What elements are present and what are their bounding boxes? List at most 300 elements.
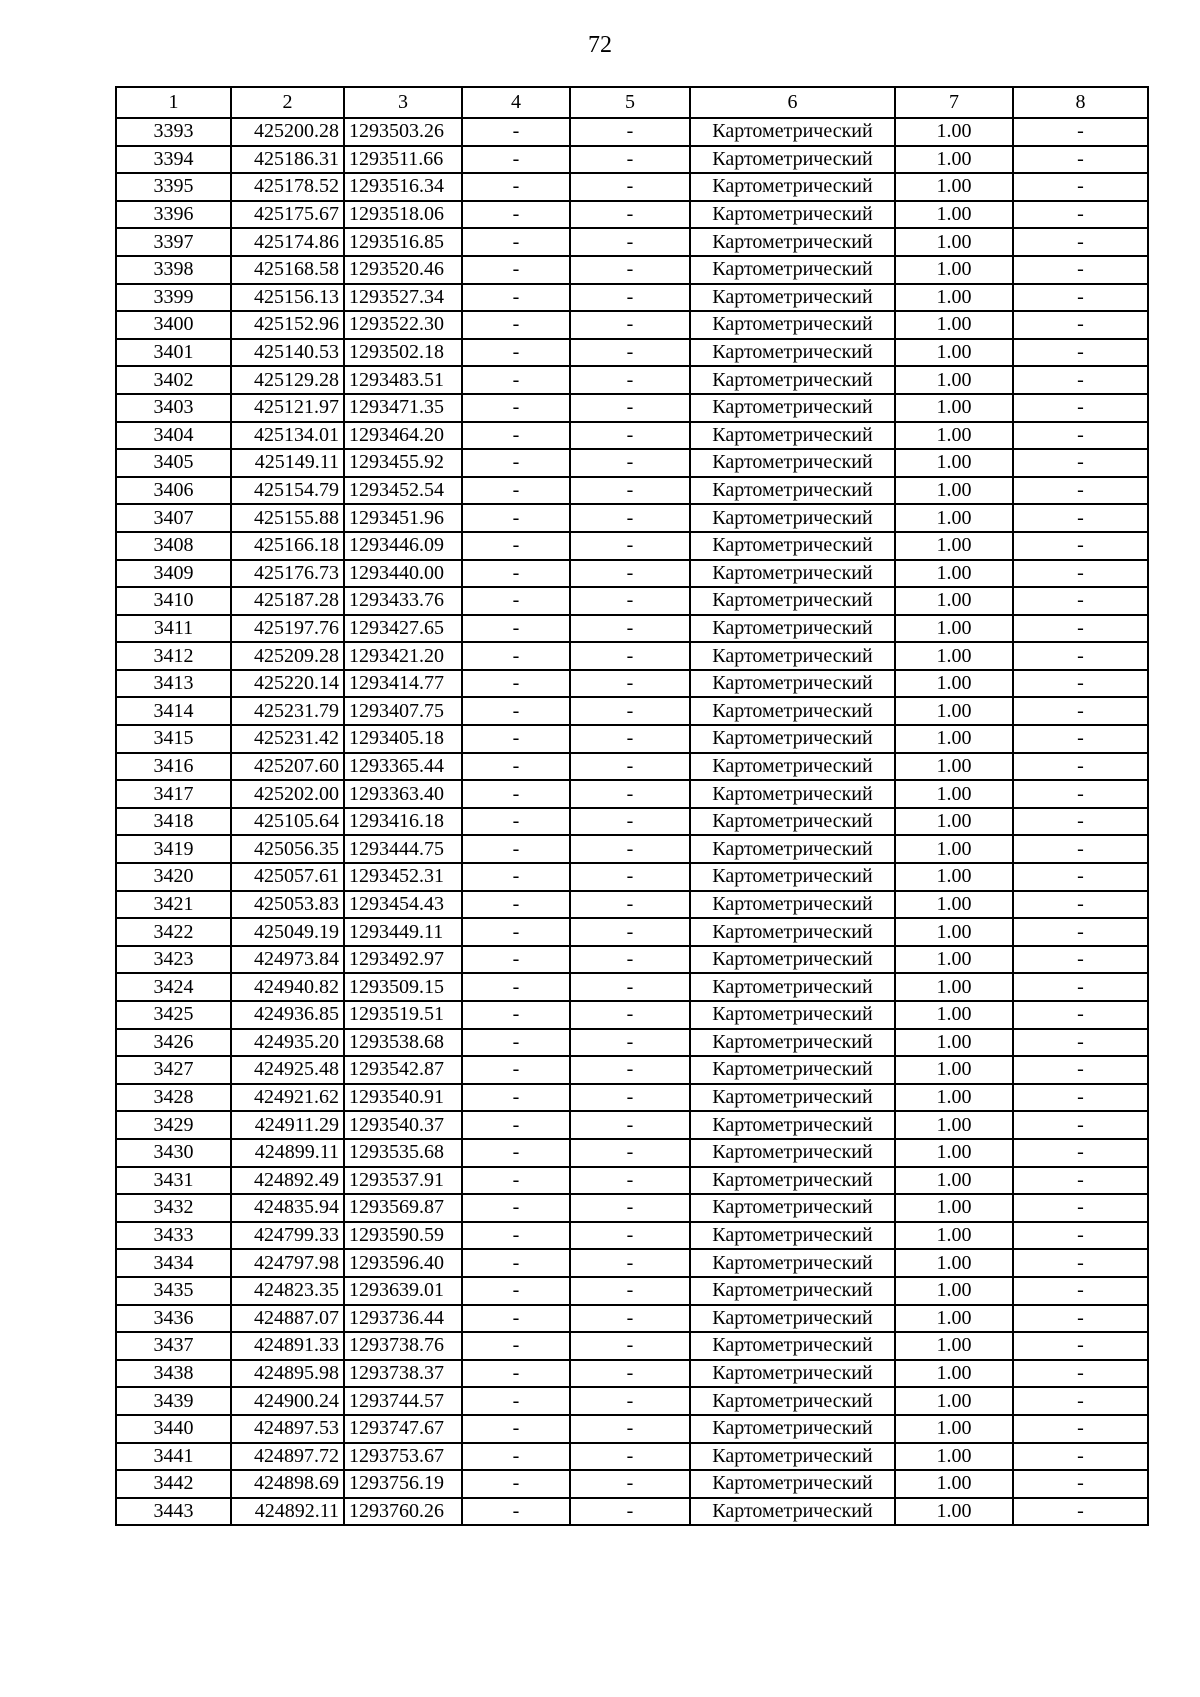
column-8-cell: - bbox=[1013, 808, 1148, 836]
table-row bbox=[116, 725, 1148, 753]
x-coordinate-cell: 425209.28 bbox=[231, 642, 344, 670]
coordinates-table bbox=[115, 86, 1149, 1526]
point-number-cell: 3436 bbox=[116, 1305, 231, 1333]
table-row bbox=[116, 780, 1148, 808]
column-4-cell: - bbox=[462, 615, 570, 643]
y-coordinate-cell: 1293452.31 bbox=[344, 863, 462, 891]
table-row bbox=[116, 477, 1148, 505]
column-5-cell: - bbox=[570, 560, 690, 588]
y-coordinate-cell: 1293569.87 bbox=[344, 1194, 462, 1222]
point-number-cell: 3426 bbox=[116, 1029, 231, 1057]
column-8-cell: - bbox=[1013, 1470, 1148, 1498]
table-row bbox=[116, 146, 1148, 174]
column-4-cell: - bbox=[462, 339, 570, 367]
accuracy-cell: 1.00 bbox=[895, 339, 1013, 367]
method-cell: Картометрический bbox=[690, 753, 895, 781]
method-cell: Картометрический bbox=[690, 422, 895, 450]
y-coordinate-cell: 1293433.76 bbox=[344, 587, 462, 615]
column-8-cell: - bbox=[1013, 1305, 1148, 1333]
x-coordinate-cell: 424925.48 bbox=[231, 1056, 344, 1084]
method-cell: Картометрический bbox=[690, 560, 895, 588]
method-cell: Картометрический bbox=[690, 1194, 895, 1222]
y-coordinate-cell: 1293518.06 bbox=[344, 201, 462, 229]
column-8-cell: - bbox=[1013, 1084, 1148, 1112]
table-row bbox=[116, 201, 1148, 229]
x-coordinate-cell: 425231.79 bbox=[231, 697, 344, 725]
column-4-cell: - bbox=[462, 560, 570, 588]
y-coordinate-cell: 1293540.91 bbox=[344, 1084, 462, 1112]
method-cell: Картометрический bbox=[690, 615, 895, 643]
column-5-cell: - bbox=[570, 725, 690, 753]
method-cell: Картометрический bbox=[690, 1332, 895, 1360]
column-4-cell: - bbox=[462, 973, 570, 1001]
x-coordinate-cell: 425200.28 bbox=[231, 118, 344, 146]
table-row bbox=[116, 1249, 1148, 1277]
y-coordinate-cell: 1293471.35 bbox=[344, 394, 462, 422]
point-number-cell: 3414 bbox=[116, 697, 231, 725]
table-body bbox=[116, 118, 1148, 1525]
column-5-cell: - bbox=[570, 311, 690, 339]
column-4-cell: - bbox=[462, 1443, 570, 1471]
y-coordinate-cell: 1293744.57 bbox=[344, 1387, 462, 1415]
accuracy-cell: 1.00 bbox=[895, 1194, 1013, 1222]
column-8-cell: - bbox=[1013, 339, 1148, 367]
column-8-cell: - bbox=[1013, 1029, 1148, 1057]
column-5-cell: - bbox=[570, 1443, 690, 1471]
accuracy-cell: 1.00 bbox=[895, 1084, 1013, 1112]
column-4-cell: - bbox=[462, 1167, 570, 1195]
y-coordinate-cell: 1293519.51 bbox=[344, 1001, 462, 1029]
table-row bbox=[116, 1305, 1148, 1333]
column-4-cell: - bbox=[462, 394, 570, 422]
column-8-cell: - bbox=[1013, 697, 1148, 725]
column-4-cell: - bbox=[462, 1194, 570, 1222]
column-4-cell: - bbox=[462, 1111, 570, 1139]
column-8-cell: - bbox=[1013, 422, 1148, 450]
y-coordinate-cell: 1293537.91 bbox=[344, 1167, 462, 1195]
column-5-cell: - bbox=[570, 587, 690, 615]
y-coordinate-cell: 1293446.09 bbox=[344, 532, 462, 560]
accuracy-cell: 1.00 bbox=[895, 228, 1013, 256]
method-cell: Картометрический bbox=[690, 1029, 895, 1057]
column-4-cell: - bbox=[462, 780, 570, 808]
accuracy-cell: 1.00 bbox=[895, 477, 1013, 505]
x-coordinate-cell: 425168.58 bbox=[231, 256, 344, 284]
accuracy-cell: 1.00 bbox=[895, 1056, 1013, 1084]
column-4-cell: - bbox=[462, 256, 570, 284]
x-coordinate-cell: 425175.67 bbox=[231, 201, 344, 229]
accuracy-cell: 1.00 bbox=[895, 1498, 1013, 1526]
column-8-cell: - bbox=[1013, 780, 1148, 808]
accuracy-cell: 1.00 bbox=[895, 973, 1013, 1001]
column-4-cell: - bbox=[462, 725, 570, 753]
column-4-cell: - bbox=[462, 366, 570, 394]
point-number-cell: 3425 bbox=[116, 1001, 231, 1029]
accuracy-cell: 1.00 bbox=[895, 118, 1013, 146]
method-cell: Картометрический bbox=[690, 1084, 895, 1112]
table-row bbox=[116, 1001, 1148, 1029]
column-5-cell: - bbox=[570, 918, 690, 946]
table-row bbox=[116, 394, 1148, 422]
column-8-cell: - bbox=[1013, 1498, 1148, 1526]
column-8-cell: - bbox=[1013, 1222, 1148, 1250]
column-4-cell: - bbox=[462, 1498, 570, 1526]
x-coordinate-cell: 424897.72 bbox=[231, 1443, 344, 1471]
table-row bbox=[116, 504, 1148, 532]
column-5-cell: - bbox=[570, 863, 690, 891]
column-5-cell: - bbox=[570, 1167, 690, 1195]
y-coordinate-cell: 1293540.37 bbox=[344, 1111, 462, 1139]
table-row bbox=[116, 118, 1148, 146]
method-cell: Картометрический bbox=[690, 863, 895, 891]
accuracy-cell: 1.00 bbox=[895, 1443, 1013, 1471]
column-8-cell: - bbox=[1013, 1249, 1148, 1277]
accuracy-cell: 1.00 bbox=[895, 1029, 1013, 1057]
table-row bbox=[116, 1084, 1148, 1112]
column-8-cell: - bbox=[1013, 201, 1148, 229]
x-coordinate-cell: 425178.52 bbox=[231, 173, 344, 201]
column-header: 7 bbox=[895, 87, 1013, 118]
column-5-cell: - bbox=[570, 1139, 690, 1167]
point-number-cell: 3437 bbox=[116, 1332, 231, 1360]
method-cell: Картометрический bbox=[690, 725, 895, 753]
table-row bbox=[116, 697, 1148, 725]
column-5-cell: - bbox=[570, 146, 690, 174]
point-number-cell: 3433 bbox=[116, 1222, 231, 1250]
point-number-cell: 3396 bbox=[116, 201, 231, 229]
column-5-cell: - bbox=[570, 1470, 690, 1498]
method-cell: Картометрический bbox=[690, 918, 895, 946]
column-4-cell: - bbox=[462, 1056, 570, 1084]
method-cell: Картометрический bbox=[690, 201, 895, 229]
point-number-cell: 3393 bbox=[116, 118, 231, 146]
table-row bbox=[116, 1056, 1148, 1084]
x-coordinate-cell: 425129.28 bbox=[231, 366, 344, 394]
y-coordinate-cell: 1293452.54 bbox=[344, 477, 462, 505]
column-4-cell: - bbox=[462, 1305, 570, 1333]
accuracy-cell: 1.00 bbox=[895, 366, 1013, 394]
point-number-cell: 3428 bbox=[116, 1084, 231, 1112]
point-number-cell: 3443 bbox=[116, 1498, 231, 1526]
x-coordinate-cell: 424895.98 bbox=[231, 1360, 344, 1388]
x-coordinate-cell: 425155.88 bbox=[231, 504, 344, 532]
accuracy-cell: 1.00 bbox=[895, 449, 1013, 477]
column-5-cell: - bbox=[570, 1222, 690, 1250]
x-coordinate-cell: 425049.19 bbox=[231, 918, 344, 946]
column-4-cell: - bbox=[462, 504, 570, 532]
table-row bbox=[116, 228, 1148, 256]
accuracy-cell: 1.00 bbox=[895, 201, 1013, 229]
column-5-cell: - bbox=[570, 201, 690, 229]
accuracy-cell: 1.00 bbox=[895, 1470, 1013, 1498]
accuracy-cell: 1.00 bbox=[895, 1111, 1013, 1139]
column-5-cell: - bbox=[570, 753, 690, 781]
x-coordinate-cell: 425154.79 bbox=[231, 477, 344, 505]
point-number-cell: 3440 bbox=[116, 1415, 231, 1443]
table-row bbox=[116, 1387, 1148, 1415]
table-row bbox=[116, 1332, 1148, 1360]
x-coordinate-cell: 424936.85 bbox=[231, 1001, 344, 1029]
point-number-cell: 3424 bbox=[116, 973, 231, 1001]
accuracy-cell: 1.00 bbox=[895, 311, 1013, 339]
column-8-cell: - bbox=[1013, 918, 1148, 946]
column-4-cell: - bbox=[462, 1470, 570, 1498]
column-4-cell: - bbox=[462, 532, 570, 560]
point-number-cell: 3415 bbox=[116, 725, 231, 753]
table-row bbox=[116, 1111, 1148, 1139]
table-row bbox=[116, 173, 1148, 201]
y-coordinate-cell: 1293444.75 bbox=[344, 835, 462, 863]
column-5-cell: - bbox=[570, 1387, 690, 1415]
column-8-cell: - bbox=[1013, 1332, 1148, 1360]
y-coordinate-cell: 1293760.26 bbox=[344, 1498, 462, 1526]
table-row bbox=[116, 256, 1148, 284]
accuracy-cell: 1.00 bbox=[895, 504, 1013, 532]
accuracy-cell: 1.00 bbox=[895, 394, 1013, 422]
column-8-cell: - bbox=[1013, 394, 1148, 422]
x-coordinate-cell: 424892.11 bbox=[231, 1498, 344, 1526]
accuracy-cell: 1.00 bbox=[895, 1222, 1013, 1250]
method-cell: Картометрический bbox=[690, 1470, 895, 1498]
column-5-cell: - bbox=[570, 1056, 690, 1084]
point-number-cell: 3405 bbox=[116, 449, 231, 477]
column-header: 2 bbox=[231, 87, 344, 118]
column-8-cell: - bbox=[1013, 1443, 1148, 1471]
method-cell: Картометрический bbox=[690, 587, 895, 615]
method-cell: Картометрический bbox=[690, 532, 895, 560]
y-coordinate-cell: 1293538.68 bbox=[344, 1029, 462, 1057]
accuracy-cell: 1.00 bbox=[895, 1001, 1013, 1029]
column-4-cell: - bbox=[462, 808, 570, 836]
column-4-cell: - bbox=[462, 146, 570, 174]
point-number-cell: 3419 bbox=[116, 835, 231, 863]
x-coordinate-cell: 424823.35 bbox=[231, 1277, 344, 1305]
column-5-cell: - bbox=[570, 670, 690, 698]
table-row bbox=[116, 311, 1148, 339]
column-5-cell: - bbox=[570, 697, 690, 725]
method-cell: Картометрический bbox=[690, 173, 895, 201]
point-number-cell: 3400 bbox=[116, 311, 231, 339]
column-5-cell: - bbox=[570, 891, 690, 919]
point-number-cell: 3423 bbox=[116, 946, 231, 974]
column-header: 1 bbox=[116, 87, 231, 118]
table-row bbox=[116, 1222, 1148, 1250]
column-8-cell: - bbox=[1013, 311, 1148, 339]
point-number-cell: 3418 bbox=[116, 808, 231, 836]
x-coordinate-cell: 424797.98 bbox=[231, 1249, 344, 1277]
point-number-cell: 3430 bbox=[116, 1139, 231, 1167]
column-8-cell: - bbox=[1013, 753, 1148, 781]
column-header: 4 bbox=[462, 87, 570, 118]
method-cell: Картометрический bbox=[690, 1387, 895, 1415]
column-8-cell: - bbox=[1013, 1139, 1148, 1167]
column-5-cell: - bbox=[570, 366, 690, 394]
point-number-cell: 3441 bbox=[116, 1443, 231, 1471]
point-number-cell: 3442 bbox=[116, 1470, 231, 1498]
point-number-cell: 3398 bbox=[116, 256, 231, 284]
column-8-cell: - bbox=[1013, 725, 1148, 753]
x-coordinate-cell: 424940.82 bbox=[231, 973, 344, 1001]
y-coordinate-cell: 1293736.44 bbox=[344, 1305, 462, 1333]
x-coordinate-cell: 424892.49 bbox=[231, 1167, 344, 1195]
method-cell: Картометрический bbox=[690, 1498, 895, 1526]
point-number-cell: 3422 bbox=[116, 918, 231, 946]
method-cell: Картометрический bbox=[690, 1111, 895, 1139]
column-5-cell: - bbox=[570, 1029, 690, 1057]
x-coordinate-cell: 424900.24 bbox=[231, 1387, 344, 1415]
method-cell: Картометрический bbox=[690, 973, 895, 1001]
column-4-cell: - bbox=[462, 173, 570, 201]
y-coordinate-cell: 1293511.66 bbox=[344, 146, 462, 174]
column-8-cell: - bbox=[1013, 1056, 1148, 1084]
y-coordinate-cell: 1293738.37 bbox=[344, 1360, 462, 1388]
method-cell: Картометрический bbox=[690, 394, 895, 422]
column-8-cell: - bbox=[1013, 1387, 1148, 1415]
table-row bbox=[116, 422, 1148, 450]
x-coordinate-cell: 425166.18 bbox=[231, 532, 344, 560]
column-5-cell: - bbox=[570, 1277, 690, 1305]
column-5-cell: - bbox=[570, 1084, 690, 1112]
accuracy-cell: 1.00 bbox=[895, 753, 1013, 781]
point-number-cell: 3408 bbox=[116, 532, 231, 560]
accuracy-cell: 1.00 bbox=[895, 1167, 1013, 1195]
table-row bbox=[116, 1415, 1148, 1443]
table-row bbox=[116, 1443, 1148, 1471]
method-cell: Картометрический bbox=[690, 339, 895, 367]
column-8-cell: - bbox=[1013, 366, 1148, 394]
y-coordinate-cell: 1293503.26 bbox=[344, 118, 462, 146]
method-cell: Картометрический bbox=[690, 891, 895, 919]
accuracy-cell: 1.00 bbox=[895, 587, 1013, 615]
column-4-cell: - bbox=[462, 1277, 570, 1305]
column-5-cell: - bbox=[570, 835, 690, 863]
x-coordinate-cell: 425207.60 bbox=[231, 753, 344, 781]
x-coordinate-cell: 425220.14 bbox=[231, 670, 344, 698]
x-coordinate-cell: 424973.84 bbox=[231, 946, 344, 974]
column-4-cell: - bbox=[462, 697, 570, 725]
column-5-cell: - bbox=[570, 532, 690, 560]
table-row bbox=[116, 1139, 1148, 1167]
column-8-cell: - bbox=[1013, 835, 1148, 863]
column-5-cell: - bbox=[570, 118, 690, 146]
table-row bbox=[116, 1167, 1148, 1195]
point-number-cell: 3420 bbox=[116, 863, 231, 891]
method-cell: Картометрический bbox=[690, 808, 895, 836]
point-number-cell: 3434 bbox=[116, 1249, 231, 1277]
y-coordinate-cell: 1293522.30 bbox=[344, 311, 462, 339]
column-5-cell: - bbox=[570, 1415, 690, 1443]
table-row bbox=[116, 532, 1148, 560]
column-8-cell: - bbox=[1013, 118, 1148, 146]
column-5-cell: - bbox=[570, 173, 690, 201]
point-number-cell: 3409 bbox=[116, 560, 231, 588]
method-cell: Картометрический bbox=[690, 1056, 895, 1084]
point-number-cell: 3438 bbox=[116, 1360, 231, 1388]
column-8-cell: - bbox=[1013, 1111, 1148, 1139]
column-5-cell: - bbox=[570, 504, 690, 532]
x-coordinate-cell: 425231.42 bbox=[231, 725, 344, 753]
x-coordinate-cell: 424898.69 bbox=[231, 1470, 344, 1498]
y-coordinate-cell: 1293449.11 bbox=[344, 918, 462, 946]
y-coordinate-cell: 1293756.19 bbox=[344, 1470, 462, 1498]
table-row bbox=[116, 642, 1148, 670]
column-8-cell: - bbox=[1013, 532, 1148, 560]
accuracy-cell: 1.00 bbox=[895, 1387, 1013, 1415]
accuracy-cell: 1.00 bbox=[895, 146, 1013, 174]
accuracy-cell: 1.00 bbox=[895, 780, 1013, 808]
x-coordinate-cell: 424897.53 bbox=[231, 1415, 344, 1443]
column-8-cell: - bbox=[1013, 449, 1148, 477]
column-8-cell: - bbox=[1013, 1001, 1148, 1029]
y-coordinate-cell: 1293421.20 bbox=[344, 642, 462, 670]
column-5-cell: - bbox=[570, 394, 690, 422]
x-coordinate-cell: 425187.28 bbox=[231, 587, 344, 615]
x-coordinate-cell: 425156.13 bbox=[231, 284, 344, 312]
column-8-cell: - bbox=[1013, 256, 1148, 284]
column-4-cell: - bbox=[462, 1029, 570, 1057]
column-5-cell: - bbox=[570, 946, 690, 974]
table-row bbox=[116, 891, 1148, 919]
x-coordinate-cell: 425053.83 bbox=[231, 891, 344, 919]
point-number-cell: 3432 bbox=[116, 1194, 231, 1222]
x-coordinate-cell: 425057.61 bbox=[231, 863, 344, 891]
column-8-cell: - bbox=[1013, 946, 1148, 974]
y-coordinate-cell: 1293502.18 bbox=[344, 339, 462, 367]
x-coordinate-cell: 425121.97 bbox=[231, 394, 344, 422]
x-coordinate-cell: 424835.94 bbox=[231, 1194, 344, 1222]
table-header-row bbox=[116, 87, 1148, 118]
y-coordinate-cell: 1293407.75 bbox=[344, 697, 462, 725]
x-coordinate-cell: 424799.33 bbox=[231, 1222, 344, 1250]
table-row bbox=[116, 973, 1148, 1001]
column-4-cell: - bbox=[462, 311, 570, 339]
method-cell: Картометрический bbox=[690, 780, 895, 808]
column-4-cell: - bbox=[462, 1222, 570, 1250]
point-number-cell: 3416 bbox=[116, 753, 231, 781]
x-coordinate-cell: 425152.96 bbox=[231, 311, 344, 339]
column-5-cell: - bbox=[570, 973, 690, 1001]
y-coordinate-cell: 1293516.85 bbox=[344, 228, 462, 256]
x-coordinate-cell: 424935.20 bbox=[231, 1029, 344, 1057]
column-4-cell: - bbox=[462, 118, 570, 146]
y-coordinate-cell: 1293427.65 bbox=[344, 615, 462, 643]
column-5-cell: - bbox=[570, 1194, 690, 1222]
column-8-cell: - bbox=[1013, 615, 1148, 643]
accuracy-cell: 1.00 bbox=[895, 1249, 1013, 1277]
method-cell: Картометрический bbox=[690, 366, 895, 394]
accuracy-cell: 1.00 bbox=[895, 1332, 1013, 1360]
accuracy-cell: 1.00 bbox=[895, 256, 1013, 284]
column-4-cell: - bbox=[462, 449, 570, 477]
accuracy-cell: 1.00 bbox=[895, 697, 1013, 725]
point-number-cell: 3399 bbox=[116, 284, 231, 312]
x-coordinate-cell: 425174.86 bbox=[231, 228, 344, 256]
table-row bbox=[116, 1194, 1148, 1222]
table-row bbox=[116, 670, 1148, 698]
column-5-cell: - bbox=[570, 256, 690, 284]
x-coordinate-cell: 425149.11 bbox=[231, 449, 344, 477]
column-4-cell: - bbox=[462, 477, 570, 505]
column-5-cell: - bbox=[570, 339, 690, 367]
method-cell: Картометрический bbox=[690, 697, 895, 725]
point-number-cell: 3407 bbox=[116, 504, 231, 532]
x-coordinate-cell: 425176.73 bbox=[231, 560, 344, 588]
y-coordinate-cell: 1293747.67 bbox=[344, 1415, 462, 1443]
table-row bbox=[116, 1029, 1148, 1057]
method-cell: Картометрический bbox=[690, 1415, 895, 1443]
table-row bbox=[116, 863, 1148, 891]
column-4-cell: - bbox=[462, 835, 570, 863]
